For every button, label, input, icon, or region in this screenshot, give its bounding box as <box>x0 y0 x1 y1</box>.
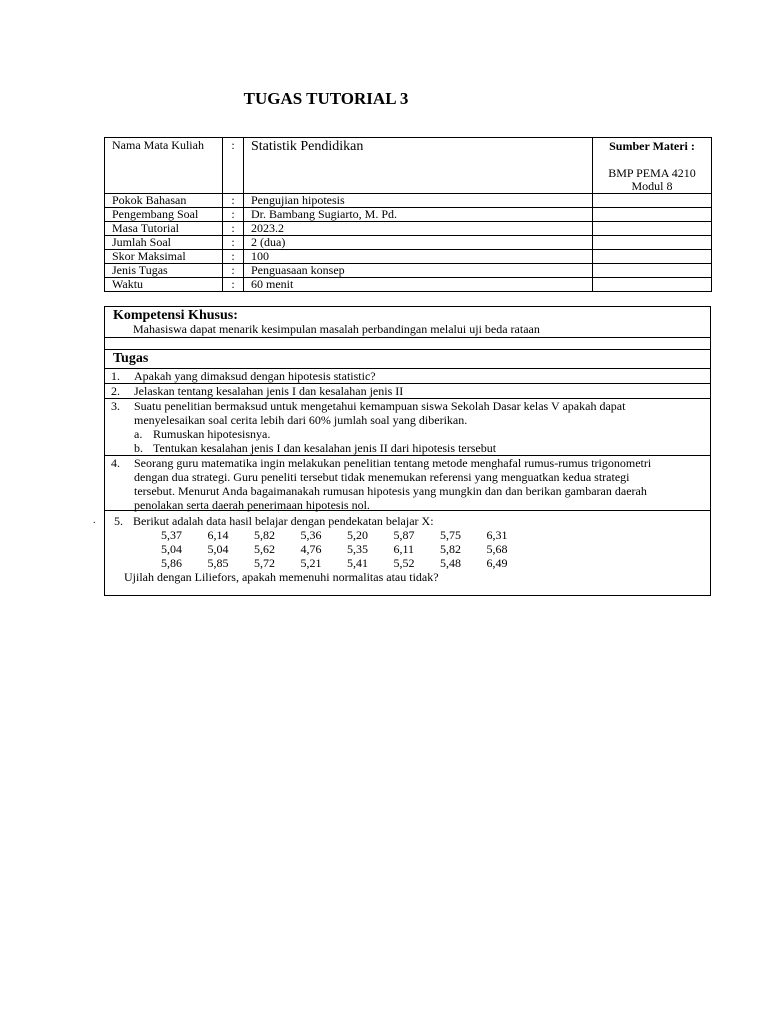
data-cell: 5,04 <box>161 542 182 556</box>
data-cell: 5,21 <box>300 556 322 570</box>
question-text-line: penolakan serta daerah penerimaan hipotesis nol. <box>134 498 370 512</box>
row-label: Waktu <box>105 278 223 292</box>
colon: : <box>223 222 244 236</box>
divider <box>105 337 710 338</box>
question-5 <box>105 511 710 528</box>
question-3 <box>105 399 710 456</box>
source-line-2: Modul 8 <box>631 179 673 193</box>
colon: : <box>223 236 244 250</box>
data-cell: 5,72 <box>254 556 275 570</box>
info-row-count <box>105 236 712 250</box>
question-3b <box>134 441 710 455</box>
question-text-line: dengan dua strategi. Guru peneliti tersebut tidak menemukan referensi yang menguatkan kedua strategi <box>134 470 630 484</box>
data-cell: 5,52 <box>393 556 415 570</box>
row-value: 2 (dua) <box>244 236 593 250</box>
data-cell: 5,37 <box>161 528 182 542</box>
competency-heading: Kompetensi Khusus: <box>113 308 238 323</box>
data-cell: 5,04 <box>207 542 229 556</box>
colon: : <box>223 250 244 264</box>
sub-text: Rumuskan hipotesisnya. <box>153 427 271 441</box>
subject-label: Nama Mata Kuliah <box>105 138 223 194</box>
data-cell: 6,14 <box>207 528 229 542</box>
info-row-period <box>105 222 712 236</box>
empty-cell <box>593 250 712 264</box>
data-row <box>161 542 710 556</box>
sub-label: b. <box>134 441 143 455</box>
info-row-author <box>105 208 712 222</box>
question-1 <box>105 369 710 384</box>
row-value: Pengujian hipotesis <box>244 194 593 208</box>
course-info-table <box>104 137 712 292</box>
row-value: 60 menit <box>244 278 593 292</box>
data-row <box>161 556 710 570</box>
data-row <box>161 528 710 542</box>
question-number: 2. <box>111 384 120 398</box>
question-text: Jelaskan tentang kesalahan jenis I dan kesalahan jenis II <box>134 384 404 398</box>
data-cell: 5,36 <box>300 528 322 542</box>
colon: : <box>223 194 244 208</box>
tasks-heading: Tugas <box>105 350 710 369</box>
data-cell: 5,68 <box>486 542 508 556</box>
sub-text: Tentukan kesalahan jenis I dan kesalahan jenis II dari hipotesis tersebut <box>153 441 497 455</box>
question-number: 5. <box>114 514 123 528</box>
data-cell: 6,31 <box>486 528 508 542</box>
data-cell: 6,11 <box>393 542 415 556</box>
competency-text: Mahasiswa dapat menarik kesimpulan masalah perbandingan melalui uji beda rataan <box>133 322 540 336</box>
question-2 <box>105 384 710 399</box>
source-line-1: BMP PEMA 4210 <box>608 166 696 180</box>
question-text-line: Suatu penelitian bermaksud untuk mengetahui kemampuan siswa Sekolah Dasar kelas V apakah dapat <box>134 399 626 413</box>
row-value: 100 <box>244 250 593 264</box>
row-label: Skor Maksimal <box>105 250 223 264</box>
data-cell: 5,87 <box>393 528 415 542</box>
stray-mark: . <box>93 515 96 526</box>
data-grid <box>161 528 710 570</box>
question-5-box <box>104 510 711 596</box>
question-text: Apakah yang dimaksud dengan hipotesis statistic? <box>134 369 376 383</box>
sub-label: a. <box>134 427 143 441</box>
info-row-topic <box>105 194 712 208</box>
empty-cell <box>593 194 712 208</box>
data-cell: 5,62 <box>254 542 275 556</box>
row-label: Pokok Bahasan <box>105 194 223 208</box>
data-cell: 5,48 <box>440 556 461 570</box>
data-cell: 5,41 <box>347 556 368 570</box>
info-row-type <box>105 264 712 278</box>
row-label: Pengembang Soal <box>105 208 223 222</box>
competency-box <box>104 306 711 350</box>
empty-cell <box>593 278 712 292</box>
colon: : <box>223 208 244 222</box>
question-3a <box>134 427 710 441</box>
empty-cell <box>593 208 712 222</box>
row-value: Dr. Bambang Sugiarto, M. Pd. <box>244 208 593 222</box>
tasks-box <box>104 349 711 511</box>
page-title: TUGAS TUTORIAL 3 <box>243 89 409 108</box>
row-label: Jumlah Soal <box>105 236 223 250</box>
data-cell: 5,20 <box>347 528 368 542</box>
source-title: Sumber Materi : <box>609 139 695 153</box>
row-value: Penguasaan konsep <box>244 264 593 278</box>
info-row-time <box>105 278 712 292</box>
row-label: Masa Tutorial <box>105 222 223 236</box>
colon: : <box>223 264 244 278</box>
question-5-instruction: Ujilah dengan Liliefors, apakah memenuhi normalitas atau tidak? <box>124 570 439 584</box>
data-cell: 5,75 <box>440 528 461 542</box>
source-cell <box>593 138 712 194</box>
data-cell: 5,82 <box>254 528 275 542</box>
question-text-line: Seorang guru matematika ingin melakukan penelitian tentang metode menghafal rumus-rumus trigonometri <box>134 456 652 470</box>
data-cell: 4,76 <box>300 542 322 556</box>
question-number: 1. <box>111 369 120 383</box>
question-4 <box>105 456 710 512</box>
row-label: Jenis Tugas <box>105 264 223 278</box>
data-cell: 6,49 <box>486 556 508 570</box>
row-value: 2023.2 <box>244 222 593 236</box>
question-text-line: menyelesaikan soal cerita lebih dari 60% jumlah soal yang diberikan. <box>134 413 468 427</box>
question-number: 4. <box>111 456 120 470</box>
empty-cell <box>593 264 712 278</box>
data-cell: 5,85 <box>207 556 229 570</box>
colon: : <box>223 278 244 292</box>
empty-cell <box>593 222 712 236</box>
question-text-line: tersebut. Menurut Anda bagaimanakah rumusan hipotesis yang mungkin dan dan berikan gambaran daerah <box>134 484 647 498</box>
data-cell: 5,35 <box>347 542 368 556</box>
data-cell: 5,82 <box>440 542 461 556</box>
empty-cell <box>593 236 712 250</box>
question-number: 3. <box>111 399 120 413</box>
question-text: Berikut adalah data hasil belajar dengan pendekatan belajar X: <box>133 514 434 528</box>
subject-value: Statistik Pendidikan <box>244 138 593 194</box>
data-cell: 5,86 <box>161 556 182 570</box>
info-row-score <box>105 250 712 264</box>
colon: : <box>223 138 244 194</box>
